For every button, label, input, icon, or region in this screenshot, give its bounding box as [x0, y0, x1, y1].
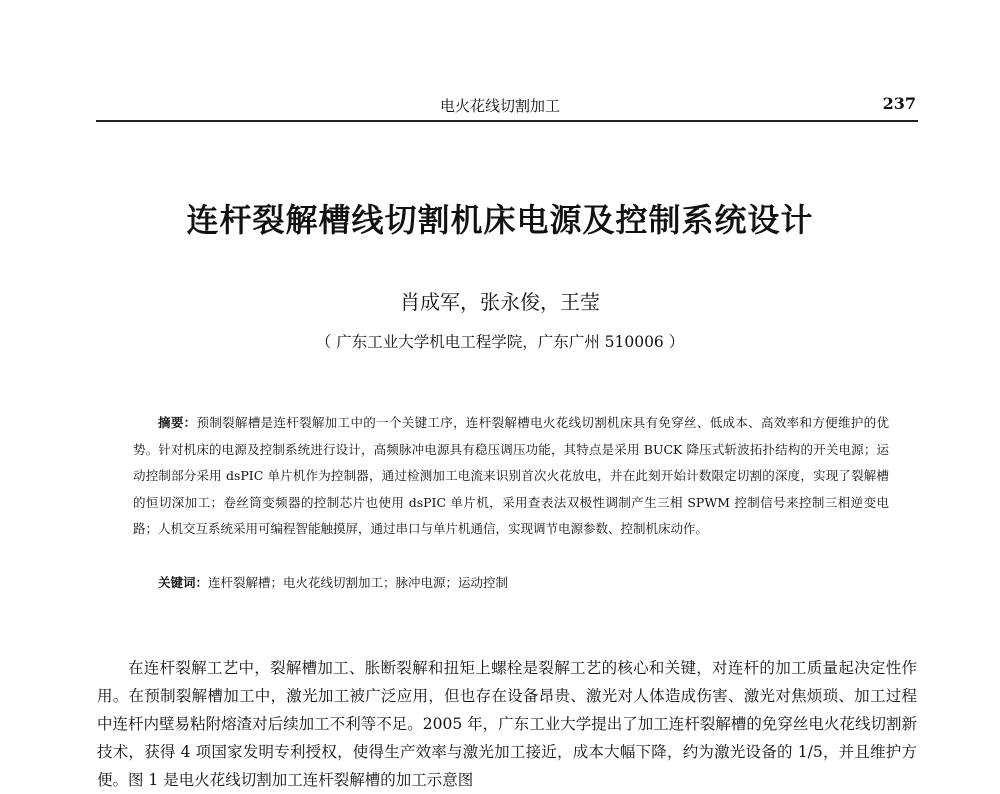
page-number: 237: [882, 94, 916, 113]
abstract-label: 摘要：: [158, 415, 197, 430]
keywords-text: 连杆裂解槽；电火花线切割加工；脉冲电源；运动控制: [208, 575, 509, 590]
abstract-text: 预制裂解槽是连杆裂解加工中的一个关键工序，连杆裂解槽电火花线切割机床具有免穿丝、低成本、高效率和方便维护的优势。针对机床的电源及控制系统进行设计，高频脉冲电源具有稳压调压功能，其特点是采用 BUCK 降压式斩波拓扑结构的开关电源；运动控制部分采用 dsPIC 单片机作为控制器，通过检测加工电流来识别首次火花放电，并在此刻开始计数限定切割的深度，实现了裂解槽的恒切深加工；卷丝筒变频器的控制芯片也使用 dsPIC 单片机，采用查表法双极性调制产生三相 SPWM 控制信号来控制三相逆变电路；人机交互系统采用可编程智能触摸屏，通过串口与单片机通信，实现调节电源参数、控制机床动作。: [133, 415, 889, 536]
author-list: 肖成军，张永俊，王莹: [400, 290, 600, 314]
keywords-label: 关键词：: [158, 575, 209, 590]
header-rule: [96, 120, 918, 122]
affiliation: （ 广东工业大学机电工程学院，广东广州 510006 ）: [315, 333, 685, 351]
keywords: [133, 570, 889, 596]
running-title: 电火花线切割加工: [439, 97, 560, 115]
paper-title: 连杆裂解槽线切割机床电源及控制系统设计: [186, 201, 814, 239]
body-paragraph: 在连杆裂解工艺中，裂解槽加工、胀断裂解和扭矩上螺栓是裂解工艺的核心和关键，对连杆的加工质量起决定性作用。在预制裂解槽加工中，激光加工被广泛应用，但也存在设备昂贵、激光对人体造成伤害、激光对焦烦琐、加工过程中连杆内壁易粘附熔渣对后续加工不利等不足。2005 年，广东工业大学提出了加工连杆裂解槽的免穿丝电火花线切割新技术，获得 4 项国家发明专利授权，使得生产效率与激光加工接近，成本大幅下降，约为激光设备的 1/5，并且维护方便。图 1 是电火花线切割加工连杆裂解槽的加工示意图: [97, 659, 917, 789]
abstract: [133, 410, 889, 543]
